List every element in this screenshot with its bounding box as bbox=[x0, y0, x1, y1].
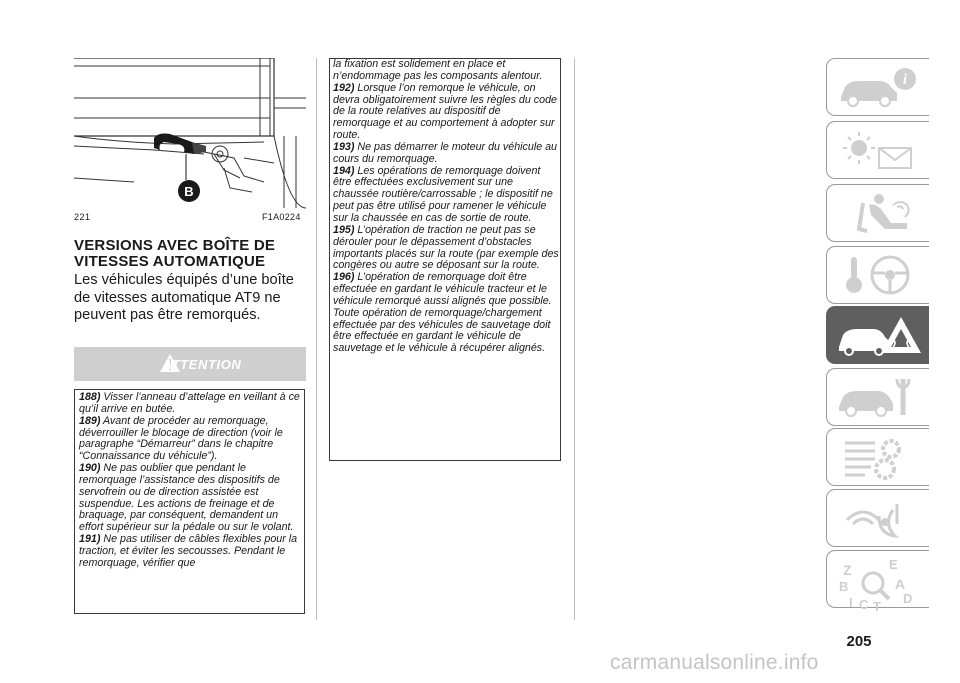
tab-dashboard-lights[interactable] bbox=[826, 121, 929, 179]
figure-code: F1A0224 bbox=[262, 212, 301, 222]
attention-banner bbox=[74, 347, 306, 381]
tab-emergency[interactable] bbox=[826, 306, 929, 364]
towing-figure bbox=[74, 58, 306, 210]
seat-airbag-icon bbox=[835, 189, 925, 239]
key-steering-wheel-icon bbox=[835, 251, 925, 301]
svg-text:E: E bbox=[889, 557, 898, 572]
svg-text:C: C bbox=[859, 597, 869, 611]
tab-maintenance[interactable] bbox=[826, 368, 929, 426]
tab-starting-driving[interactable] bbox=[826, 246, 929, 304]
car-info-icon bbox=[835, 63, 925, 113]
note-191-continuation: la fixation est solidement en place et n’endommage pas les composants alentour. bbox=[333, 58, 543, 82]
warning-lights-envelope-icon bbox=[835, 126, 925, 176]
note-190: 190) Ne pas oublier que pendant le remorquage l’assistance des dispositifs de servofrein ou de direction assistée est suspendue. Les actions de freinage et de braquage, par conséquent, demandent un effort supérieur sur la pédale ou sur le volant. bbox=[79, 462, 294, 534]
note-196: 196) L’opération de remorquage doit être effectuée en gardant le véhicule tracteur et le véhicule remorqué aussi alignés que possible. Toute opération de remorquage/chargement effectuée par des véhicules de sauvetage doit être effectuée en gardant le véhicule de sauvetage et le véhicule à récupérer alignés. bbox=[333, 271, 552, 355]
attention-title: ATTENTION bbox=[162, 357, 242, 372]
page-number: 205 bbox=[846, 633, 872, 650]
watermark: carmanualsonline.info bbox=[610, 651, 819, 674]
svg-text:T: T bbox=[873, 599, 881, 611]
note-191: 191) Ne pas utiliser de câbles flexibles pour la traction, et éviter les secousses. Pendant le remorquage, vérifier que bbox=[79, 533, 298, 569]
note-194: 194) Les opérations de remorquage doivent être effectuées exclusivement sur une chaussée routière/carrossable ; le dispositif ne peut pas être utilisé pour ramener le véhicule sur la chaussée en cas de sortie de route. bbox=[333, 164, 553, 224]
note-195: 195) L’opération de traction ne peut pas se dérouler pour le dépassement d’obstacles importants placés sur la route (par exemple des congères ou autre se déposant sur la route. bbox=[333, 223, 559, 272]
towing-eye-illustration bbox=[74, 58, 306, 210]
heading-line-2: VITESSES AUTOMATIQUE bbox=[74, 253, 266, 270]
callout-b: B bbox=[184, 184, 194, 199]
svg-text:B: B bbox=[839, 579, 849, 594]
intro-paragraph: Les véhicules équipés d’une boîte de vitesses automatique AT9 ne peuvent pas être remorqués. bbox=[74, 272, 294, 323]
tab-safety[interactable] bbox=[826, 184, 929, 242]
notes-left bbox=[79, 392, 303, 570]
note-192: 192) Lorsque l’on remorque le véhicule, on devra obligatoirement suivre les règles du code de la route relatives au dispositif de remorquage et au comportement à adopter sur route. bbox=[333, 81, 557, 142]
multimedia-icon bbox=[835, 494, 925, 544]
note-189: 189) Avant de procéder au remorquage, déverrouiller le blocage de direction (voir le paragraphe “Démarreur” dans le chapitre “Connaissance du véhicule”). bbox=[79, 414, 283, 463]
car-maintenance-wrench-icon bbox=[835, 373, 925, 423]
section-heading bbox=[74, 238, 314, 270]
svg-text:I: I bbox=[849, 595, 853, 610]
car-breakdown-warning-icon bbox=[835, 311, 925, 361]
figure-number: 221 bbox=[74, 212, 91, 222]
tab-car-info[interactable] bbox=[826, 58, 929, 116]
heading-line-1: VERSIONS AVEC BOÎTE DE bbox=[74, 237, 276, 254]
tab-index[interactable] bbox=[826, 550, 929, 611]
svg-text:A: A bbox=[895, 576, 906, 592]
svg-text:D: D bbox=[903, 591, 913, 606]
column-divider bbox=[316, 58, 317, 620]
svg-text:i: i bbox=[902, 72, 908, 88]
note-188: 188) Visser l’anneau d’attelage en veillant à ce qu’il arrive en butée. bbox=[79, 391, 300, 415]
svg-text:Z: Z bbox=[843, 562, 852, 578]
note-193: 193) Ne pas démarrer le moteur du véhicule au cours du remorquage. bbox=[333, 140, 557, 165]
tab-multimedia[interactable] bbox=[826, 489, 929, 547]
column-divider bbox=[574, 58, 575, 620]
tab-technical-data[interactable] bbox=[826, 428, 929, 486]
notes-right bbox=[333, 59, 559, 355]
specifications-gear-icon bbox=[835, 433, 925, 483]
alphabetical-index-icon bbox=[835, 555, 925, 611]
